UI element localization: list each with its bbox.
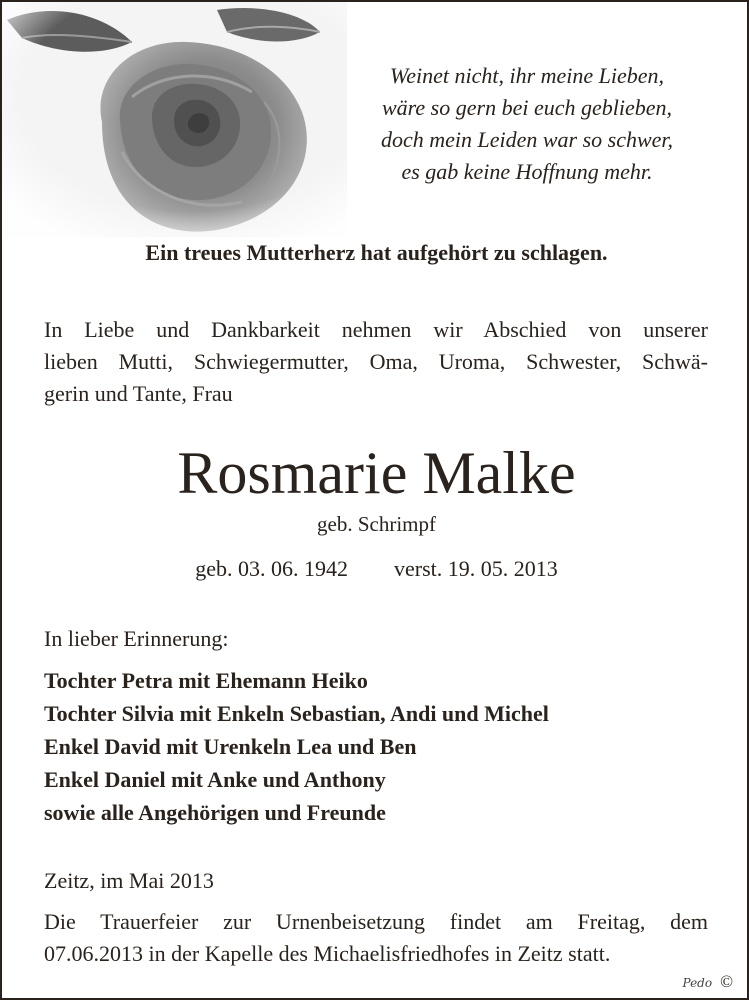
funeral-notice: [44, 906, 708, 970]
mourner-line: Enkel Daniel mit Anke und Anthony: [44, 767, 386, 792]
intro-line: lieben Mutti, Schwiegermutter, Oma, Uroma, Schwester, Schwä-: [44, 349, 708, 374]
memory-label: In lieber Erinnerung:: [44, 626, 229, 651]
maiden-name: geb. Schrimpf: [317, 512, 436, 536]
mourner-line: Tochter Silvia mit Enkeln Sebastian, Andi und Michel: [44, 701, 549, 726]
mourner-line: sowie alle Angehörigen und Freunde: [44, 800, 386, 825]
poem-line: es gab keine Hoffnung mehr.: [401, 159, 653, 184]
intro-text: [44, 314, 708, 410]
rose-icon: [2, 2, 347, 237]
poem-line: wäre so gern bei euch geblieben,: [382, 95, 672, 120]
mourner-line: Tochter Petra mit Ehemann Heiko: [44, 668, 368, 693]
funeral-line: Die Trauerfeier zur Urnenbeisetzung findet am Freitag, dem: [44, 909, 708, 934]
funeral-line: 07.06.2013 in der Kapelle des Michaelisfriedhofes in Zeitz statt.: [44, 941, 611, 966]
mourners-list: [44, 664, 549, 829]
signature: [683, 972, 733, 992]
intro-line: In Liebe und Dankbarkeit nehmen wir Abschied von unserer: [44, 317, 708, 342]
death-date: verst. 19. 05. 2013: [394, 556, 558, 581]
life-dates: [2, 556, 749, 582]
signature-mark: Pedo: [682, 976, 713, 990]
deceased-name: Rosmarie Malke: [177, 440, 576, 506]
mourner-line: Enkel David mit Urenkeln Lea und Ben: [44, 734, 417, 759]
intro-line: gerin und Tante, Frau: [44, 381, 233, 406]
birth-date: geb. 03. 06. 1942: [195, 556, 348, 581]
heading: Ein treues Mutterherz hat aufgehört zu schlagen.: [145, 240, 608, 265]
poem-line: doch mein Leiden war so schwer,: [380, 127, 674, 152]
copyright-symbol: ©: [720, 972, 733, 991]
poem: [342, 60, 712, 188]
place-date: Zeitz, im Mai 2013: [44, 868, 214, 893]
poem-line: Weinet nicht, ihr meine Lieben,: [389, 63, 665, 88]
